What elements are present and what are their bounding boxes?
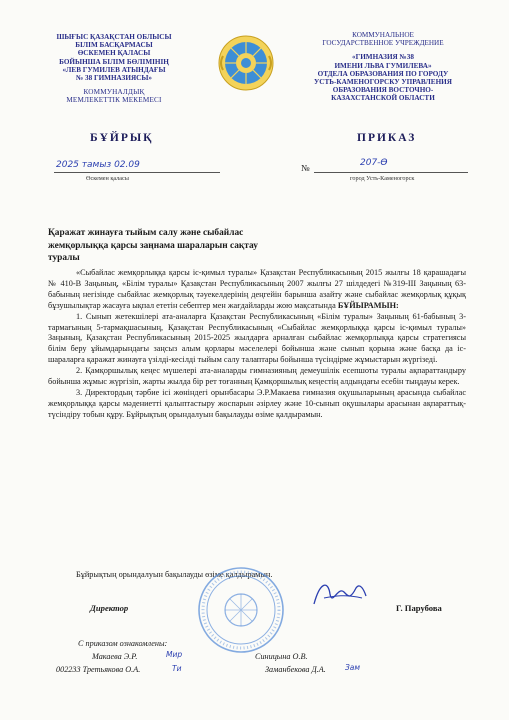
official-stamp-icon xyxy=(197,566,285,654)
control-line: Бұйрықтың орындалуын бақылауды өзіме қалдырамын. xyxy=(76,570,273,579)
date-underline xyxy=(54,172,220,173)
order-body xyxy=(48,268,466,421)
intro-order-word: БҰЙЫРАМЫН: xyxy=(337,300,399,310)
intro-text: «Сыбайлас жемқорлыққа қарсы іс-қимыл туралы» Қазақстан Республикасының 2015 жылғы 18 қарашадағы № 410-В Заңының, «Білім туралы» Қазақстан Республикасының 2007 жылғы 27 шілдедегі №319-III Заңының 63-бабының негізінде сыбайлас жемқорлық тәуекелдерінің деңгейін барынша азайту және сыбайлас жемқорлық құқық бұзушылықтар жасауға ықпал ететін себептер мен жағдайларды жою мақсатында xyxy=(48,268,466,310)
header-right-line: КОММУНАЛЬНОЕ xyxy=(352,31,414,39)
header-left-sub-line: МЕМЛЕКЕТТІК МЕКЕМЕСІ xyxy=(66,96,162,105)
order-subject: Қаражат жинауға тыйым салу және сыбайлас жемқорлыққа қарсы заңнама шараларын сақтау туралы xyxy=(48,228,258,264)
header-left-subtitle xyxy=(38,88,190,104)
header-right-line: ОТДЕЛА ОБРАЗОВАНИЯ ПО ГОРОДУ xyxy=(317,69,449,78)
number-sign: № xyxy=(301,163,310,173)
paragraph-3: 3. Директордың тәрбие ісі жөніндегі орынбасары Э.Р.Макаева гимназия оқушыларының арасында сыбайлас жемқорлыққа қарсы мәдениетті қалыптастыру жоспарын әзірлеу және 10-сынып оқушылары арасынан ақпараттық-түсіндіру тобын құру. Бұйрықтың орындалуын бақылауды өзіме қалдырамын. xyxy=(48,387,466,419)
title-russian: ПРИКАЗ xyxy=(357,132,417,144)
handwritten-signature: Мир xyxy=(166,650,183,659)
paragraph-2: 2. Қамқоршылық кеңес мүшелері ата-аналарды гимназияның демеушілік есепшоты туралы ақпараттандыру бойынша жұмыс жүргізіп, жарты жылда бір рет тоғанның Қамқоршылық кеңестің алдындағы есебін тыңдауы керек. xyxy=(48,366,466,387)
header-left-line: «ЛЕВ ГУМИЛЕВ АТЫНДАҒЫ xyxy=(62,65,166,74)
header-russian-block xyxy=(308,31,458,103)
paragraph-intro xyxy=(48,268,466,312)
header-kazakh-block xyxy=(38,33,190,105)
title-kazakh: БҰЙРЫҚ xyxy=(90,132,154,144)
handwritten-number: 207-Ө xyxy=(360,158,388,168)
header-right-line: УСТЬ-КАМЕНОГОРСКУ УПРАВЛЕНИЯ xyxy=(314,78,452,87)
director-signature-icon xyxy=(310,576,370,612)
header-left-line: БІЛІМ БАСҚАРМАСЫ xyxy=(75,41,153,50)
header-right-line: «ГИМНАЗИЯ №38 xyxy=(352,53,414,62)
header-left-sub-line: КОММУНАЛДЫҚ xyxy=(83,88,145,97)
director-title: Директор xyxy=(90,603,129,613)
city-kazakh: Өскемен қаласы xyxy=(86,175,129,182)
header-left-line: ШЫҒЫС ҚАЗАҚСТАН ОБЛЫСЫ xyxy=(56,33,172,41)
acquaint-name: Заманбекова Д.А. xyxy=(265,665,326,674)
header-left-line: № 38 ГИМНАЗИЯСЫ» xyxy=(76,74,152,83)
number-underline xyxy=(314,172,468,173)
acquaint-name: Макаева Э.Р. xyxy=(92,652,138,661)
handwritten-signature: Ти xyxy=(172,664,182,673)
header-left-line: ӨСКЕМЕН ҚАЛАСЫ xyxy=(77,49,151,58)
header-right-line: ИМЕНИ ЛЬВА ГУМИЛЕВА» xyxy=(334,61,432,70)
acquaint-name: Синицына О.В. xyxy=(255,652,308,661)
director-name: Г. Парубова xyxy=(396,603,442,613)
paragraph-1: 1. Сынып жетекшілері ата-аналарға Қазақстан Республикасының «Білім туралы» Заңының 61-бабының 3-тармағының 5-тармақшасының, Қазақстан Республикасының «Сыбайлас жемқорлыққа қарсы іс-қимыл туралы» Заңының, Қазақстан Республикасының 2015-2025 жылдарға арналған сыбайлас жемқорлыққа қарсы стратегиясы білім беру ұйымдарындағы заңсыз алым қорлары мәселелері бойынша және сынып қорына және басқа да іс-шараларға қаражат жинауға үзілді-кесілді тыйым салу талаптары бойынша түсіндірме жұмыстарын жүргізеді. xyxy=(48,311,466,365)
header-left-line: БОЙЫНША БІЛІМ БӨЛІМІНІҢ xyxy=(59,57,169,66)
acquaint-heading: С приказом ознакомлены: xyxy=(78,639,168,648)
header-right-line: КАЗАХСТАНСКОЙ ОБЛАСТИ xyxy=(331,94,435,103)
state-emblem-icon xyxy=(217,34,275,92)
header-right-line: ОБРАЗОВАНИЯ ВОСТОЧНО- xyxy=(332,86,434,95)
acquaint-name: 002233 Третьякова О.А. xyxy=(56,665,141,674)
header-right-line: ГОСУДАРСТВЕННОЕ УЧРЕЖДЕНИЕ xyxy=(322,39,444,48)
handwritten-date: 2025 тамыз 02.09 xyxy=(56,160,140,170)
city-russian: город Усть-Каменогорск xyxy=(350,175,415,182)
handwritten-signature: Зам xyxy=(345,663,361,672)
